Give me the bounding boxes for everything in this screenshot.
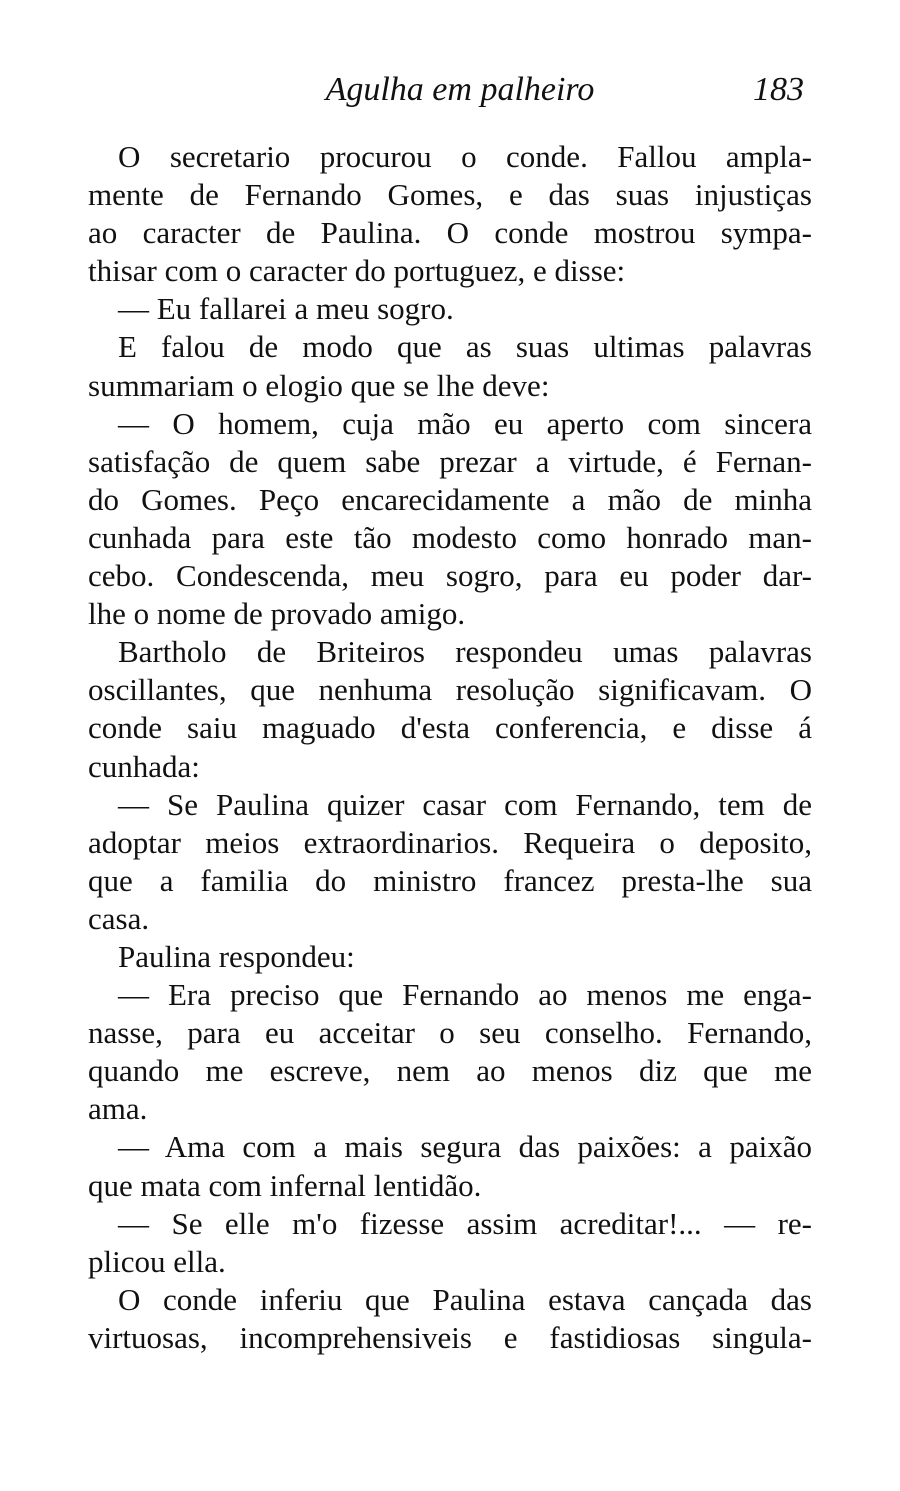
text-line: do Gomes. Peço encarecidamente a mão de minha bbox=[88, 481, 812, 517]
text-line: virtuosas, incomprehensiveis e fastidiosas singula- bbox=[88, 1319, 812, 1355]
page-number: 183 bbox=[753, 71, 804, 108]
text-line: O conde inferiu que Paulina estava cançada das bbox=[118, 1281, 812, 1317]
text-line: Paulina respondeu: bbox=[118, 938, 355, 974]
text-line: — Ama com a mais segura das paixões: a paixão bbox=[118, 1129, 812, 1165]
running-head bbox=[88, 70, 812, 114]
text-line: conde saiu maguado d'esta conferencia, e disse á bbox=[88, 710, 812, 746]
text-line: summariam o elogio que se lhe deve: bbox=[88, 367, 550, 403]
text-line: oscillantes, que nenhuma resolução significavam. O bbox=[88, 672, 812, 708]
text-line: — Eu fallarei a meu sogro. bbox=[118, 291, 454, 327]
text-line: nasse, para eu acceitar o seu conselho. Fernando, bbox=[88, 1015, 812, 1051]
text-line: plicou ella. bbox=[88, 1243, 226, 1279]
body-text bbox=[88, 138, 812, 1357]
text-line: cunhada: bbox=[88, 748, 200, 784]
text-line: E falou de modo que as suas ultimas palavras bbox=[118, 329, 812, 365]
text-line: satisfação de quem sabe prezar a virtude, é Fernan- bbox=[88, 443, 812, 479]
text-line: que mata com infernal lentidão. bbox=[88, 1167, 482, 1203]
text-line: — Se elle m'o fizesse assim acreditar!... — re- bbox=[118, 1205, 812, 1241]
text-line: cunhada para este tão modesto como honrado man- bbox=[88, 519, 812, 555]
text-line: Bartholo de Briteiros respondeu umas palavras bbox=[118, 634, 812, 670]
text-line: mente de Fernando Gomes, e das suas injustiças bbox=[88, 177, 812, 213]
text-line: que a familia do ministro francez presta-lhe sua bbox=[88, 862, 812, 898]
text-line: ao caracter de Paulina. O conde mostrou sympa- bbox=[88, 215, 812, 251]
text-line: ama. bbox=[88, 1091, 148, 1127]
text-line: lhe o nome de provado amigo. bbox=[88, 596, 466, 632]
running-title: Agulha em palheiro bbox=[325, 71, 595, 108]
text-line: quando me escreve, nem ao menos diz que me bbox=[88, 1053, 812, 1089]
text-line: cebo. Condescenda, meu sogro, para eu poder dar- bbox=[88, 558, 812, 594]
text-line: — Se Paulina quizer casar com Fernando, tem de bbox=[118, 786, 812, 822]
text-line: casa. bbox=[88, 900, 150, 936]
text-line: — O homem, cuja mão eu aperto com sincera bbox=[118, 405, 812, 441]
text-line: thisar com o caracter do portuguez, e disse: bbox=[88, 253, 626, 289]
text-line: — Era preciso que Fernando ao menos me enga- bbox=[118, 977, 812, 1013]
text-line: adoptar meios extraordinarios. Requeira o deposito, bbox=[88, 824, 812, 860]
text-line: O secretario procurou o conde. Fallou ampla- bbox=[118, 139, 812, 174]
